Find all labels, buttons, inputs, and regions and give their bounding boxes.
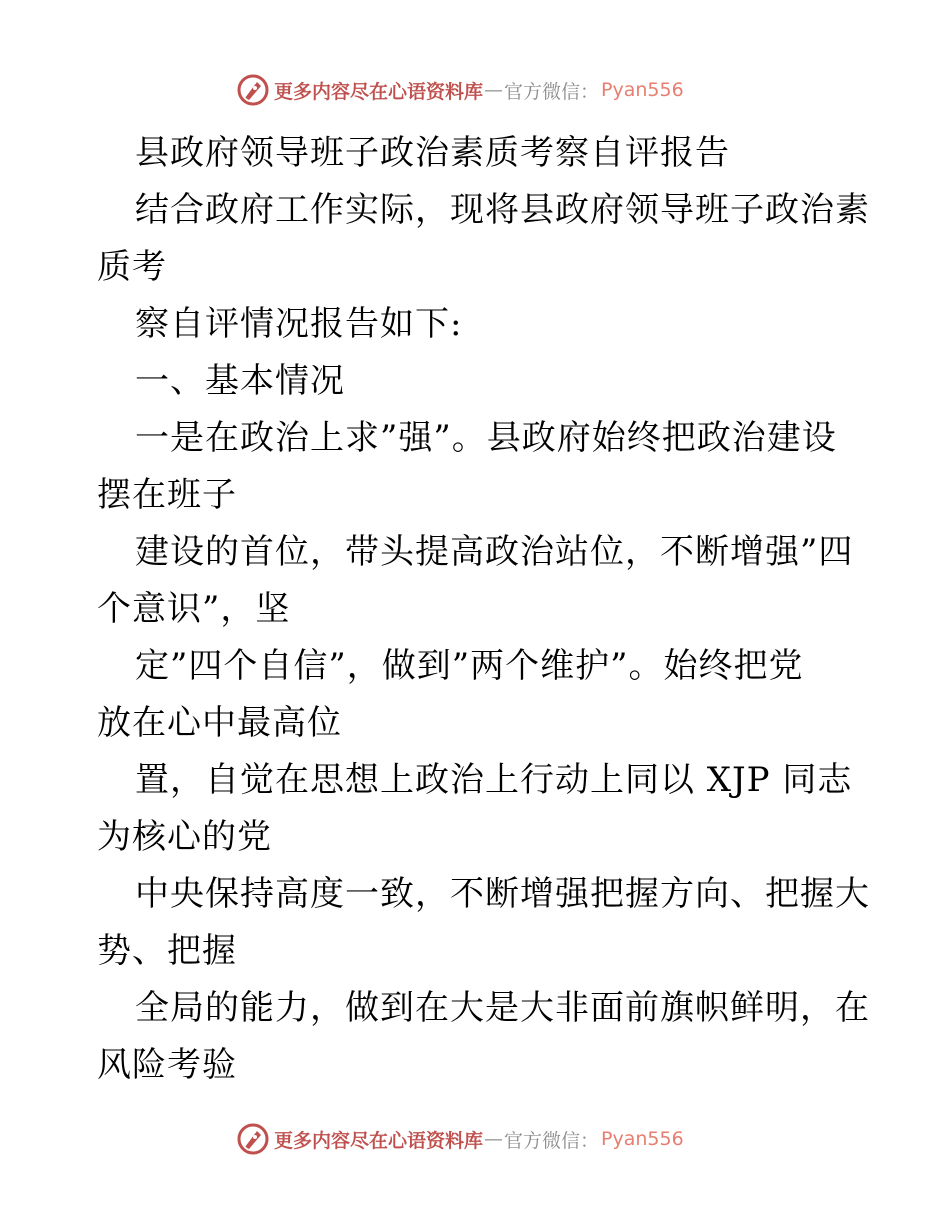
watermark-wechat-id: Pyan556	[601, 79, 684, 101]
watermark-separator: —	[484, 79, 504, 101]
paragraph-line: 中央保持高度一致，不断增强把握方向、把握大	[135, 874, 870, 914]
watermark-slogan: 更多内容尽在心语资料库	[274, 80, 484, 103]
watermark-wechat-label: 官方微信：	[504, 1129, 600, 1152]
paragraph-line: 为核心的党	[97, 817, 272, 857]
paragraph-line: 建设的首位，带头提高政治站位，不断增强”四	[135, 532, 854, 572]
paragraph-line: 定”四个自信”，做到”两个维护”。始终把党	[135, 646, 804, 686]
paragraph-line: 摆在班子	[97, 475, 237, 515]
footer-watermark	[236, 1122, 684, 1156]
paragraph-line: 个意识”，坚	[97, 589, 291, 629]
paragraph-line: 放在心中最高位	[97, 703, 342, 743]
watermark-slogan: 更多内容尽在心语资料库	[274, 1129, 484, 1152]
document-title: 县政府领导班子政治素质考察自评报告	[135, 133, 730, 173]
pen-nib-circle-icon	[236, 1122, 270, 1156]
paragraph-line: 置，自觉在思想上政治上行动上同以 XJP 同志	[135, 760, 853, 800]
document-body	[97, 125, 870, 1094]
paragraph-line: 质考	[97, 247, 167, 287]
paragraph-line: 势、把握	[97, 931, 237, 971]
paragraph-line: 全局的能力，做到在大是大非面前旗帜鲜明，在	[135, 988, 870, 1028]
watermark-wechat-label: 官方微信：	[504, 80, 600, 103]
paragraph-line: 一、基本情况	[135, 361, 345, 401]
paragraph-line: 察自评情况报告如下:	[135, 304, 463, 344]
paragraph-line: 风险考验	[97, 1045, 237, 1085]
watermark-wechat-id: Pyan556	[601, 1128, 684, 1150]
paragraph-line: 一是在政治上求”强”。县政府始终把政治建设	[135, 418, 837, 458]
watermark-separator: —	[484, 1128, 504, 1150]
paragraph-line: 结合政府工作实际，现将县政府领导班子政治素	[135, 190, 870, 230]
pen-nib-circle-icon	[236, 73, 270, 107]
header-watermark	[236, 73, 684, 107]
